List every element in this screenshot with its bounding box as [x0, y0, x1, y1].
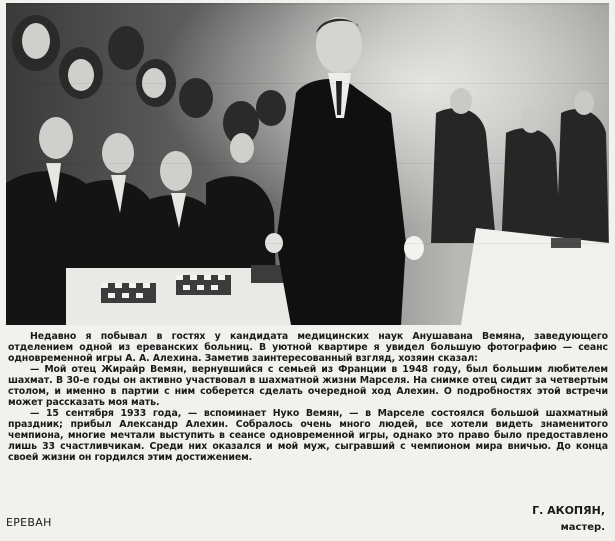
- article-paragraph: — Мой отец Жирайр Вемян, вернувшийся с семьей из Франции в 1948 году, был большим любителем шахмат. В 30-е годы он активно участвовал в шахматной жизни Марселя. На снимке отец сидит за четвертым столом, и именно в партии с ним соберется сделать очередной ход Алехин. О подробностях этой встречи может рассказать моя мать.: [8, 364, 608, 408]
- article-footer: [0, 500, 615, 541]
- article-paragraph: Недавно я побывал в гостях у кандидата медицинских наук Анушавана Вемяна, заведующего отделением одной из ереванских больниц. В уютной квартире я увидел большую фотографию — сеанс одновременной игры А. А. Алехина. Заметив заинтересованный взгляд, хозяин сказал:: [8, 331, 608, 364]
- photo-icon: [6, 3, 609, 325]
- dateline-city: ЕРЕВАН: [6, 516, 52, 529]
- author-title: мастер.: [560, 522, 605, 533]
- author-name: Г. АКОПЯН,: [532, 504, 605, 517]
- article-paragraph: — 15 сентября 1933 года, — вспоминает Нуко Вемян, — в Марселе состоялся большой шахматный праздник; прибыл Александр Алехин. Собралось очень много людей, все хотели видеть знаменитого чемпиона, многие мечтали выступить в сеансе одновременной игры, однако это право было предоставлено лишь 33 счастливчикам. Среди них оказался и мой муж, сыгравший с чемпионом мира вничью. До конца своей жизни он гордился этим достижением.: [8, 408, 608, 463]
- author-signature: [532, 502, 605, 536]
- simul-photograph: [6, 3, 609, 325]
- article-body: [8, 331, 608, 463]
